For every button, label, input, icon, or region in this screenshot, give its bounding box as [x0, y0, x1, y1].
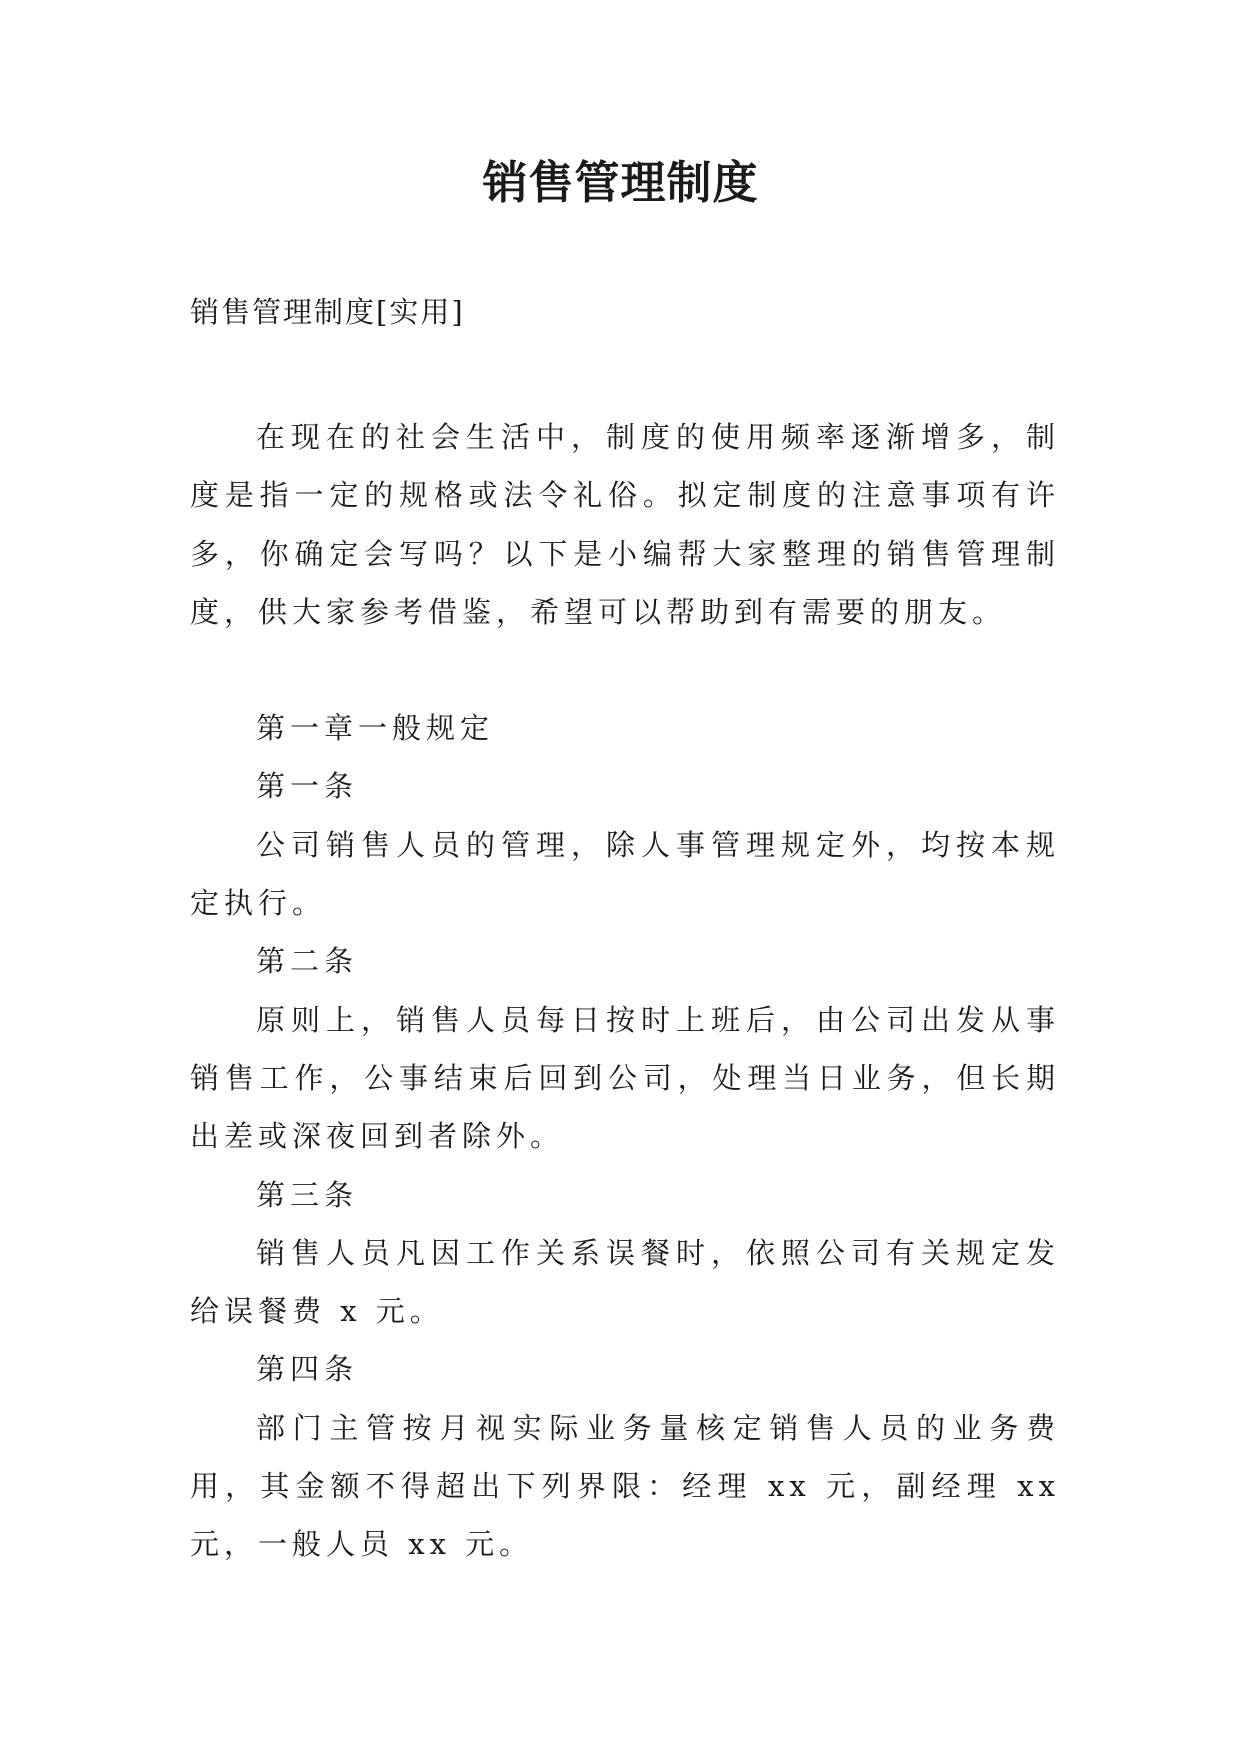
- article-text: 公司销售人员的管理，除人事管理规定外，均按本规定执行。: [190, 827, 1060, 921]
- article-heading: 第四条: [256, 1352, 359, 1387]
- document-title: 销售管理制度: [482, 156, 759, 209]
- document-body: [190, 408, 1060, 1574]
- article-heading: 第二条: [256, 944, 359, 979]
- paragraph-spacer: [190, 641, 1060, 699]
- article-heading: 第一条: [256, 769, 359, 804]
- article-text: 销售人员凡因工作关系误餐时，依照公司有关规定发给误餐费 x 元。: [190, 1235, 1060, 1329]
- chapter-heading: 第一章一般规定: [256, 711, 495, 746]
- article-text: 原则上，销售人员每日按时上班后，由公司出发从事销售工作，公事结束后回到公司，处理当日业务，但长期出差或深夜回到者除外。: [190, 1002, 1060, 1154]
- article-heading: 第三条: [256, 1177, 359, 1212]
- intro-paragraph: 在现在的社会生活中，制度的使用频率逐渐增多，制度是指一定的规格或法令礼俗。拟定制度的注意事项有许多，你确定会写吗？以下是小编帮大家整理的销售管理制度，供大家参考借鉴，希望可以帮助到有需要的朋友。: [190, 420, 1060, 629]
- article-text: 部门主管按月视实际业务量核定销售人员的业务费用，其金额不得超出下列界限：经理 xx 元，副经理 xx 元，一般人员 xx 元。: [190, 1410, 1060, 1562]
- document-subtitle: 销售管理制度[实用]: [190, 295, 465, 329]
